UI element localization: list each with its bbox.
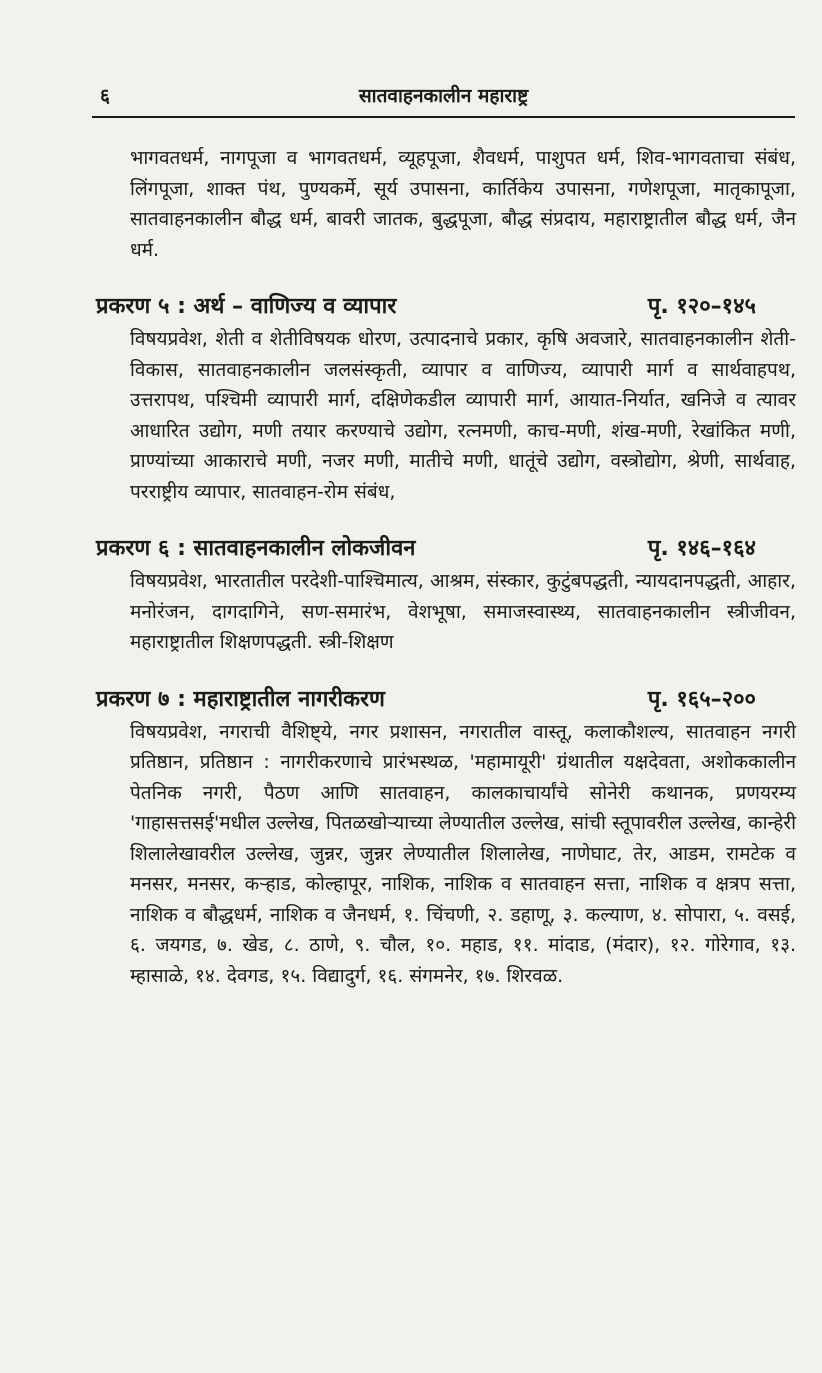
chapter-title: प्रकरण ६ : सातवाहनकालीन लोकजीवन	[96, 536, 416, 561]
table-of-contents	[96, 143, 796, 991]
chapter-heading	[96, 290, 796, 324]
chapter-6	[96, 532, 796, 658]
chapter-page-range: पृ. १२०–१४५	[647, 294, 756, 319]
chapter-7	[96, 683, 796, 992]
chapter-title: प्रकरण ७ : महाराष्ट्रातील नागरीकरण	[96, 686, 385, 712]
chapter-title: प्रकरण ५ : अर्थ – वाणिज्य व व्यापार	[96, 294, 397, 319]
chapter-heading	[96, 532, 796, 566]
running-title: सातवाहनकालीन महाराष्ट्र	[358, 85, 529, 107]
chapter-page-range: पृ. १६५–२००	[647, 686, 756, 712]
intro-paragraph: भागवतधर्म, नागपूजा व भागवतधर्म, व्यूहपूजा, शैवधर्म, पाशुपत धर्म, शिव-भागवताचा संबंध, लिंगपूजा, शाक्त पंथ, पुण्यकर्मे, सूर्य उपासना, कार्तिकेय उपासना, गणेशपूजा, मातृकापूजा, सातवाहनकालीन बौद्ध धर्म, बावरी जातक, बुद्धपूजा, बौद्ध संप्रदाय, महाराष्ट्रातील बौद्ध धर्म, जैन धर्म.	[130, 147, 796, 261]
chapter-contents: विषयप्रवेश, भारतातील परदेशी-पाश्चिमात्य, आश्रम, संस्कार, कुटुंबपद्धती, न्यायदानपद्धती, आहार, मनोरंजन, दागदागिने, सण-समारंभ, वेशभूषा, समाजस्वास्थ्य, सातवाहनकालीन स्त्रीजीवन, महाराष्ट्रातील शिक्षणपद्धती. स्त्री-शिक्षण	[130, 570, 796, 653]
chapter-heading	[96, 683, 796, 717]
page-header	[92, 78, 795, 118]
chapter-contents: विषयप्रवेश, नगराची वैशिष्ट्ये, नगर प्रशासन, नगरातील वास्तू, कलाकौशल्य, सातवाहन नगरी प्रतिष्ठान, प्रतिष्ठान : नागरीकरणाचे प्रारंभस्थळ, 'महामायूरी' ग्रंथातील यक्षदेवता, अशोककालीन पेतनिक नगरी, पैठण आणि सातवाहन, कालकाचार्यांचे सोनेरी कथानक, प्रणयरम्य 'गाहासत्तसई'मधील उल्लेख, पितळखोऱ्याच्या लेण्यातील उल्लेख, सांची स्तूपावरील उल्लेख, कान्हेरी शिलालेखावरील उल्लेख, जुन्नर, जुन्नर लेण्यातील शिलालेख, नाणेघाट, तेर, आडम, रामटेक व मनसर, मनसर, कऱ्हाड, कोल्हापूर, नाशिक, नाशिक व सातवाहन सत्ता, नाशिक व क्षत्रप सत्ता, नाशिक व बौद्धधर्म, नाशिक व जैनधर्म, १. चिंचणी, २. डहाणू, ३. कल्याण, ४. सोपारा, ५. वसई, ६. जयगड, ७. खेड, ८. ठाणे, ९. चौल, १०. महाड, ११. मांदाड, (मंदार), १२. गोरेगाव, १३. म्हासाळे, १४. देवगड, १५. विद्यादुर्ग, १६. संगमनेर, १७. शिरवळ.	[130, 720, 796, 987]
page-number: ६	[100, 85, 110, 107]
chapter-5	[96, 290, 796, 507]
chapter-contents: विषयप्रवेश, शेती व शेतीविषयक धोरण, उत्पादनाचे प्रकार, कृषि अवजारे, सातवाहनकालीन शेती-विकास, सातवाहनकालीन जलसंस्कृती, व्यापार व वाणिज्य, व्यापारी मार्ग व सार्थवाहपथ, उत्तरापथ, पश्चिमी व्यापारी मार्ग, दक्षिणेकडील व्यापारी मार्ग, आयात-निर्यात, खनिजे व त्यावर आधारित उद्योग, मणी तयार करण्याचे उद्योग, रत्नमणी, काच-मणी, शंख-मणी, रेखांकित मणी, प्राण्यांच्या आकाराचे मणी, नजर मणी, मातीचे मणी, धातूंचे उद्योग, वस्त्रोद्योग, श्रेणी, सार्थवाह, परराष्ट्रीय व्यापार, सातवाहन-रोम संबंध,	[130, 328, 796, 503]
chapter-page-range: पृ. १४६–१६४	[647, 536, 756, 561]
header-rule	[92, 116, 795, 118]
